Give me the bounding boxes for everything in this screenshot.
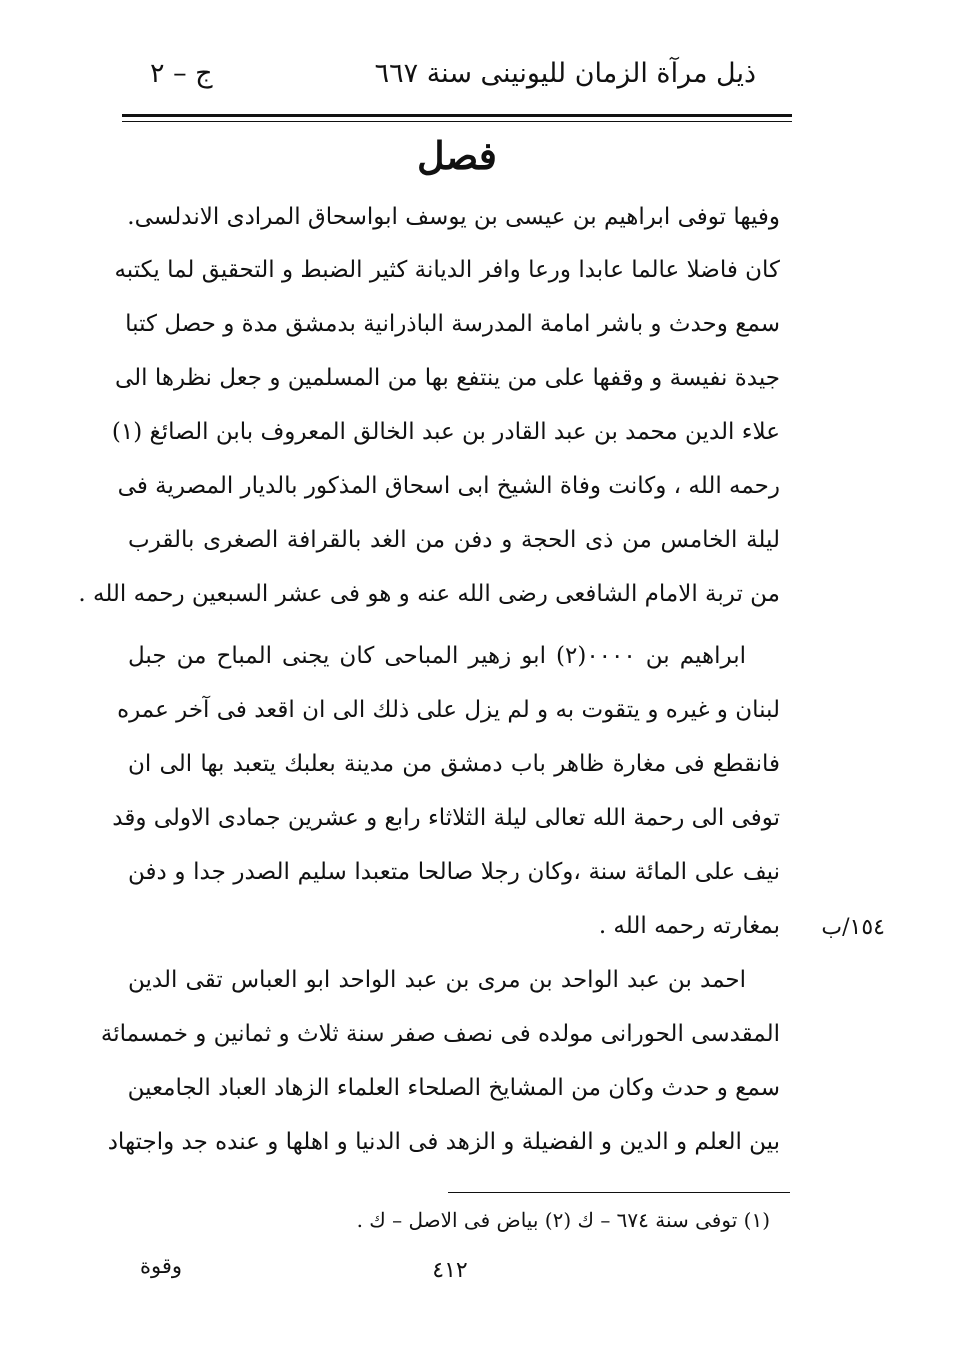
body-line: بمغارته رحمه الله . xyxy=(598,913,780,939)
body-line: فانقطع فى مغارة ظاهر باب دمشق من مدينة بعلبك يتعبد بها الى ان xyxy=(128,751,780,777)
body-line: بين العلم و الدين و الفضيلة و الزهد فى الدنيا و اهلها و عنده جد واجتهاد xyxy=(107,1129,780,1155)
body-line: سمع و حدث وكان من المشايخ الصلحاء العلماء الزهاد العباد الجامعين xyxy=(127,1075,780,1101)
header-rule-thin xyxy=(122,121,792,122)
footnote: (١) توفى سنة ٦٧٤ – ك (٢) بياض فى الاصل – ك . xyxy=(356,1208,770,1232)
body-line: من تربة الامام الشافعى رضى الله عنه و هو فى عشر السبعين رحمه الله . xyxy=(78,581,780,607)
body-line: لبنان و غيره و يتقوت به و لم يزل على ذلك الى ان اقعد فى آخر عمره xyxy=(117,697,780,723)
body-line: المقدسى الحورانى مولده فى نصف صفر سنة ثلاث و ثمانين و خمسمائة xyxy=(100,1021,780,1047)
body-line: ابراهيم بن ٠٠٠٠(٢) ابو زهير المباحى كان يجنى المباح من جبل xyxy=(128,643,746,669)
body-line: احمد بن عبد الواحد بن مرى بن عبد الواحد ابو العباس تقى الدين xyxy=(128,967,746,993)
running-header-volume: ج – ٢ xyxy=(150,58,213,89)
body-line: ليلة الخامس من ذى الحجة و دفن من الغد بالقرافة الصغرى بالقرب xyxy=(128,527,780,553)
folio-margin-note: ١٥٤/ب xyxy=(821,915,885,940)
page-number: ٤١٢ xyxy=(432,1258,468,1283)
header-rule-thick xyxy=(122,114,792,117)
footnote-rule xyxy=(448,1192,790,1193)
body-line: كان فاضلا عالما عابدا ورعا وافر الديانة كثير الضبط و التحقيق لما يكتبه xyxy=(114,257,780,283)
body-line: علاء الدين محمد بن عبد القادر بن عبد الخالق المعروف بابن الصائغ (١) xyxy=(111,419,780,445)
body-line: نيف على المائة سنة ،وكان رجلا صالحا متعبدا سليم الصدر جدا و دفن xyxy=(128,859,780,885)
body-line: وفيها توفى ابراهيم بن عيسى بن يوسف ابواسحاق المرادى الاندلسى. xyxy=(127,204,780,230)
body-line: جيدة نفيسة و وقفها على من ينتفع بها من المسلمين و جعل نظرها الى xyxy=(114,365,780,391)
body-line: رحمه الله ، وكانت وفاة الشيخ ابى اسحاق المذكور بالديار المصرية فى xyxy=(117,473,780,499)
body-line: توفى الى رحمة الله تعالى ليلة الثلاثاء رابع و عشرين جمادى الاولى وقد xyxy=(112,805,780,831)
catchword: وقوة xyxy=(140,1254,183,1278)
section-title: فصل xyxy=(417,133,497,178)
body-line: سمع وحدث و باشر امامة المدرسة الباذرانية بدمشق مدة و حصل كتبا xyxy=(125,311,780,337)
running-header-title: ذيل مرآة الزمان لليونينى سنة ٦٦٧ xyxy=(374,58,756,89)
